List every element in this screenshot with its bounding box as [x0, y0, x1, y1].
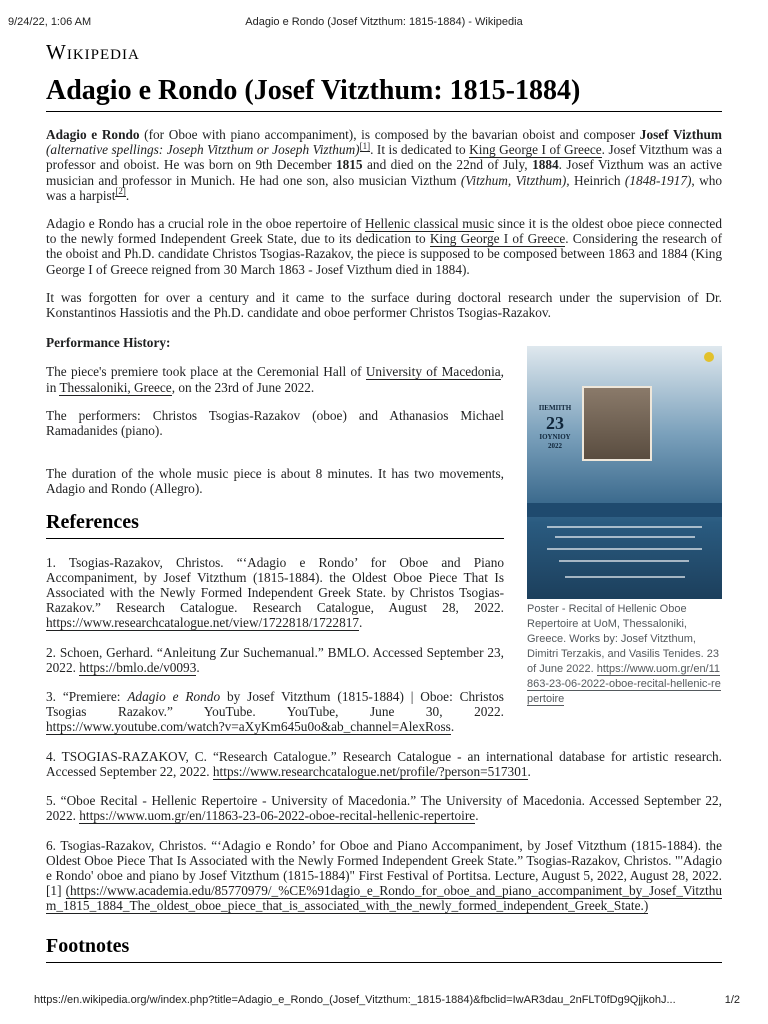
references-heading: References — [46, 510, 504, 539]
poster-day: ΠΕΜΠΤΗ — [538, 404, 572, 412]
print-header — [8, 16, 760, 30]
poster-text-line — [547, 548, 702, 550]
text: and died on the 22nd of July, — [362, 157, 533, 173]
text: The piece's premiere took place at the Ceremonial Hall of — [46, 364, 366, 380]
ref-link-1[interactable]: [1] — [359, 140, 371, 151]
text: . It is dedicated to — [370, 142, 470, 158]
text: . — [359, 615, 363, 631]
poster-image[interactable] — [527, 346, 722, 599]
poster-day-number: 23 — [546, 413, 564, 433]
poster-month: ΙΟΥΝΙΟΥ — [539, 433, 571, 441]
reference-item — [46, 689, 504, 735]
poster-figure — [527, 346, 722, 707]
poster-year: 2022 — [548, 442, 562, 450]
text: . — [125, 187, 130, 203]
oboe-repertoire-paragraph — [46, 216, 722, 277]
text: . — [450, 719, 455, 735]
text: . — [475, 808, 479, 824]
text: . — [527, 763, 531, 779]
caption-link[interactable]: https://www.uom.gr/en/11863-23-06-2022-oboe-recital-hellenic-repertoire — [527, 663, 721, 705]
text: , on the 23rd of June 2022. — [171, 379, 315, 395]
text: Heinrich — [569, 172, 625, 188]
performers-paragraph: The performers: Christos Tsogias-Razakov (oboe) and Athanasios Michael Ramadanides (piano). — [46, 407, 504, 439]
duration-paragraph: The duration of the whole music piece is about 8 minutes. It has two movements, Adagio and Rondo (Allegro). — [46, 466, 504, 497]
text: Adagio e Rondo has a crucial role in the oboe repertoire of — [46, 216, 366, 232]
bold-title: Adagio e Rondo — [46, 127, 140, 142]
son-years: (1848-1917) — [624, 172, 692, 188]
text: . Josef Vitzthum was a professor and oboist. He was born on 9th December — [46, 142, 722, 173]
reference-link[interactable]: https://www.uom.gr/en/11863-23-06-2022-oboe-recital-hellenic-repertoire — [79, 808, 476, 824]
intro-paragraph — [46, 127, 722, 203]
print-url: https://en.wikipedia.org/w/index.php?title=Adagio_e_Rondo_(Josef_Vitzthum:_1815-1884)&fbclid=IwAR3dau_2nFLT0fDg9QjjkohJ... — [34, 994, 676, 1006]
print-timestamp: 9/24/22, 1:06 AM — [8, 16, 92, 28]
text: . Josef Vizthum was an active musician and professor in Munich. He had one son, also musician Vizthum — [46, 157, 722, 188]
reference-item — [46, 838, 722, 914]
poster-photo — [582, 386, 652, 461]
reference-text: 3. “Premiere: — [46, 689, 128, 705]
reference-text: 5. “Oboe Recital - Hellenic Repertoire - University of Macedonia.” The University of Macedonia. Accessed September 22, 2022. — [46, 793, 722, 824]
poster-caption — [527, 602, 722, 707]
link-king-george-2[interactable]: King George I of Greece — [429, 231, 566, 247]
link-hellenic-classical-music[interactable]: Hellenic classical music — [365, 216, 495, 232]
reference-item — [46, 555, 504, 631]
poster-text-line — [547, 526, 702, 528]
link-thessaloniki[interactable]: Thessaloniki, Greece — [59, 379, 172, 395]
reference-link[interactable]: (https://www.academia.edu/85770979/_%CE%91dagio_e_Rondo_for_oboe_and_piano_accompaniment_by_Josef_Vitzthum_1815_1884_The_oldest_oboe_piece_that_is_associated_with_the_newly_formed_independent_Greek_State.) — [46, 883, 722, 914]
alt-spellings: (alternative spellings: Joseph Vitzthum or Joseph Vizthum) — [46, 142, 360, 158]
reference-link[interactable]: https://www.researchcatalogue.net/profile/?person=517301 — [212, 763, 528, 779]
bold-composer: Josef Vizthum — [639, 127, 722, 142]
link-university-of-macedonia[interactable]: University of Macedonia — [365, 364, 501, 380]
print-footer — [34, 994, 740, 1008]
text: . Considering the research of the oboist and Ph.D. candidate Christos Tsogias-Razakov, the piece is supposed to be composed between 1863 and 1884 (King George I of Greece reigned from 30 March 1863 - Josef Vizthum died in 1884). — [46, 231, 722, 277]
page-number: 1/2 — [724, 994, 740, 1006]
reference-text: by Josef Vitzthum (1815-1884) | Oboe: Christos Tsogias Razakov.” YouTube. YouTube, June 30, 2022. — [46, 689, 504, 720]
reference-link[interactable]: https://bmlo.de/v0093 — [79, 659, 197, 675]
text: . — [196, 659, 200, 675]
reference-item — [46, 645, 504, 675]
poster-date — [533, 404, 577, 451]
poster-text-line — [555, 536, 695, 538]
poster-band — [527, 503, 722, 517]
reference-text: 1. Tsogias-Razakov, Christos. “‘Adagio e Rondo’ for Oboe and Piano Accompaniment, by Josef Vitzthum (1815-1884). the Oldest Oboe Piece That Is Associated with the Newly Formed Independent Greek State. by Christos Tsogias-Razakov.” Research Catalogue. Research Catalogue, August 28, 2022. — [46, 554, 504, 616]
text: , in — [46, 364, 504, 395]
birth-year: 1815 — [335, 157, 363, 173]
reference-italic: Adagio e Rondo — [127, 689, 221, 705]
son-spellings: (Vitzhum, Vitzthum), — [460, 172, 570, 188]
print-tab-title: Adagio e Rondo (Josef Vitzthum: 1815-1884) - Wikipedia — [245, 16, 523, 28]
premiere-paragraph — [46, 364, 504, 394]
performance-history-heading: Performance History: — [46, 335, 171, 351]
text: since it is the oldest oboe piece connected to the newly formed Independent Greek State, due to its dedication to — [46, 216, 722, 247]
reference-link[interactable]: https://www.researchcatalogue.net/view/1722818/1722817 — [46, 615, 360, 631]
reference-text: 2. Schoen, Gerhard. “Anleitung Zur Suchemanual.” BMLO. Accessed September 23, 2022. — [46, 644, 504, 675]
reference-item — [46, 793, 722, 823]
reference-text: 4. TSOGIAS-RAZAKOV, C. “Research Catalogue.” Research Catalogue - an international database for artistic research. Accessed September 22, 2022. — [46, 748, 722, 779]
text: (for Oboe with piano accompaniment), is composed by the bavarian oboist and composer — [139, 127, 640, 142]
footnotes-heading: Footnotes — [46, 934, 722, 963]
link-king-george[interactable]: King George I of Greece — [469, 142, 602, 158]
text: , who was a harpist — [46, 172, 723, 203]
reference-text: 6. Tsogias-Razakov, Christos. “‘Adagio e Rondo’ for Oboe and Piano Accompaniment, by Josef Vitzthum (1815-1884). the Oldest Oboe Piece That Is Associated with the Newly Formed Independent Greek State.” Tsogias-Razakov, Christos. "'Adagio e Rondo' oboe and piano by Josef Vitzthum (1815-1884)" First Festival of Portitsa. Lecture, August 5, 2022, August 28, 2022. [1] — [46, 837, 722, 899]
caption-text: Poster - Recital of Hellenic Oboe Repertoire at UoM, Thessaloniki, Greece. Works by: Josef Vitzthum, Dimitri Terzakis, and Vasilis Tenides. 23 of June 2022. — [527, 603, 719, 675]
death-year: 1884 — [532, 157, 559, 173]
poster-logo-icon — [704, 352, 714, 362]
reference-link[interactable]: https://www.youtube.com/watch?v=aXyKm645u0o&ab_channel=AlexRoss — [46, 719, 451, 735]
article-content — [46, 40, 722, 963]
ref-link-2[interactable]: [2] — [115, 186, 126, 197]
poster-text-line — [565, 576, 685, 578]
poster-text-line — [559, 560, 689, 562]
research-paragraph: It was forgotten for over a century and it came to the surface during doctoral research under the supervision of Dr. Konstantinos Hassiotis and the Ph.D. candidate and oboe performer Christos Tsogias-Razakov. — [46, 289, 722, 321]
reference-item — [46, 749, 722, 779]
page-title: Adagio e Rondo (Josef Vitzthum: 1815-1884) — [46, 74, 722, 112]
wikipedia-logo[interactable]: Wikipedia — [46, 40, 140, 64]
